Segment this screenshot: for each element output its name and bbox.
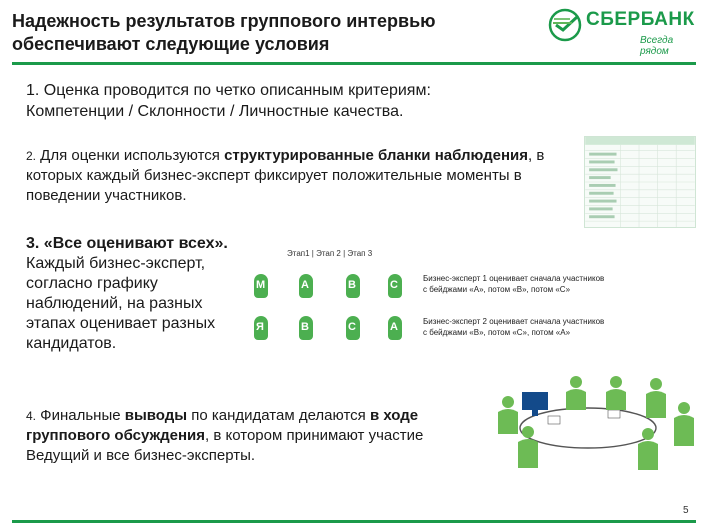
expert-1-note: Бизнес-эксперт 1 оценивает сначала участников с бейджами «А», потом «В», потом «С» bbox=[423, 274, 605, 294]
stage-header: Этап1 | Этап 2 | Этап 3 bbox=[287, 249, 373, 258]
badge: М bbox=[250, 274, 272, 298]
point-3 bbox=[26, 234, 236, 354]
header-divider bbox=[12, 62, 696, 65]
point-1-line-1: 1. Оценка проводится по четко описанным критериям: bbox=[26, 82, 431, 99]
point-4-number: 4. bbox=[26, 409, 37, 423]
badge: В bbox=[295, 316, 317, 340]
point-4-bold-b: в ходе группового обсуждения bbox=[26, 407, 419, 444]
point-2 bbox=[26, 146, 551, 206]
point-2-text-a: Для оценки используются bbox=[36, 147, 225, 164]
badge: С bbox=[384, 274, 406, 298]
badge: В bbox=[342, 274, 364, 298]
badge: Я bbox=[250, 316, 272, 340]
point-2-number: 2. bbox=[26, 149, 37, 163]
point-4-bold-a: выводы bbox=[124, 407, 188, 424]
footer-divider bbox=[12, 520, 696, 523]
badge: С bbox=[342, 316, 364, 340]
page-number: 5 bbox=[683, 505, 689, 516]
point-3-bold: 3. «Все оценивают всех». bbox=[26, 235, 228, 252]
point-3-text: Каждый бизнес-эксперт, согласно графику наблюдений, на разных этапах оценивает разных кандидатов. bbox=[26, 255, 216, 352]
logo-tagline: Всегда рядом bbox=[640, 35, 674, 57]
point-2-bold: структурированные бланки наблюдения bbox=[224, 147, 529, 164]
title-line-2: обеспечивают следующие условия bbox=[12, 34, 330, 54]
point-4: 4. Финальные выводы по кандидатам делаются в ходе группового обсуждения, в котором принимают участие Ведущий и все бизнес-эксперты. bbox=[26, 407, 424, 464]
point-2-text-b: , в которых каждый бизнес-эксперт фиксирует положительные моменты в поведении участников. bbox=[26, 147, 545, 204]
badge: А bbox=[384, 316, 406, 340]
page-title bbox=[12, 10, 482, 56]
sberbank-logo bbox=[548, 8, 698, 57]
point-1 bbox=[26, 80, 431, 122]
observation-form-thumbnail bbox=[584, 136, 696, 228]
title-line-1: Надежность результатов группового интервью bbox=[12, 11, 436, 31]
point-1-line-2: Компетенции / Склонности / Личностные качества. bbox=[26, 103, 404, 120]
badge: А bbox=[295, 274, 317, 298]
logo-name: СБЕРБАНК bbox=[586, 9, 695, 30]
sberbank-logo-icon bbox=[548, 8, 582, 42]
group-discussion-illustration bbox=[488, 372, 698, 472]
expert-2-note: Бизнес-эксперт 2 оценивает сначала участников с бейджами «В», потом «С», потом «А» bbox=[423, 317, 605, 337]
